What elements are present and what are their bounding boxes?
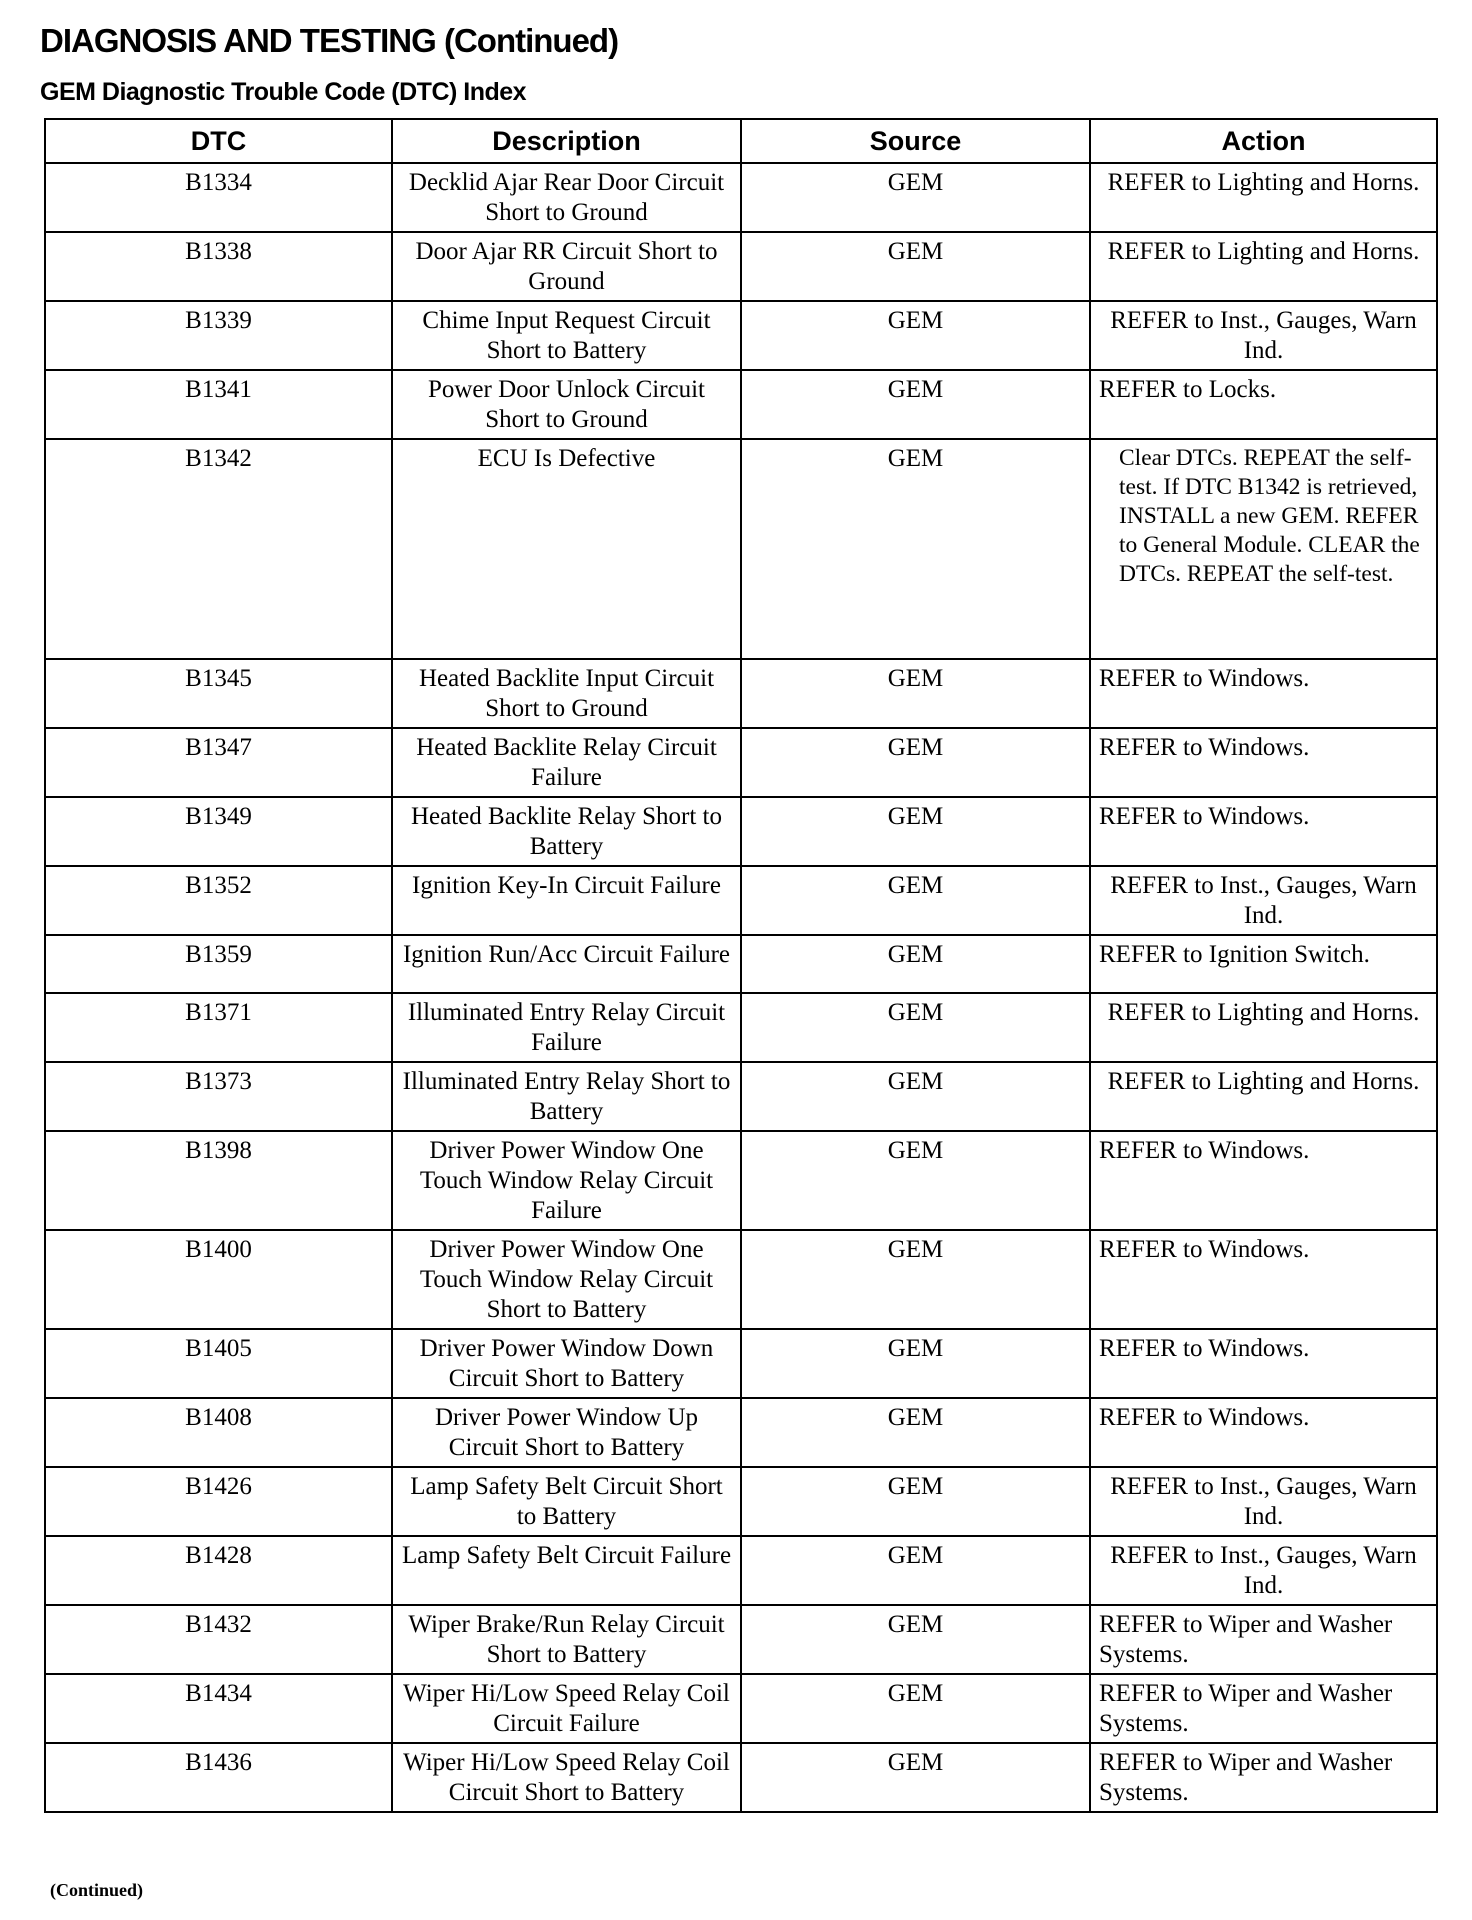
dtc-action: REFER to Windows. (1090, 1230, 1437, 1329)
dtc-action: REFER to Inst., Gauges, Warn Ind. (1090, 301, 1437, 370)
dtc-description: Driver Power Window One Touch Window Relay Circuit Short to Battery (392, 1230, 741, 1329)
dtc-source: GEM (741, 1467, 1090, 1536)
dtc-action: REFER to Lighting and Horns. (1090, 993, 1437, 1062)
table-row (45, 1230, 1437, 1329)
dtc-description: Heated Backlite Input Circuit Short to Ground (392, 659, 741, 728)
dtc-description: Lamp Safety Belt Circuit Failure (392, 1536, 741, 1605)
dtc-code: B1426 (45, 1467, 392, 1536)
table-row (45, 1062, 1437, 1131)
dtc-code: B1428 (45, 1536, 392, 1605)
dtc-source: GEM (741, 301, 1090, 370)
table-row (45, 1398, 1437, 1467)
dtc-description: Decklid Ajar Rear Door Circuit Short to Ground (392, 163, 741, 232)
table-row (45, 439, 1437, 659)
dtc-code: B1342 (45, 439, 392, 659)
dtc-description: Driver Power Window One Touch Window Relay Circuit Failure (392, 1131, 741, 1230)
dtc-code: B1400 (45, 1230, 392, 1329)
table-title: GEM Diagnostic Trouble Code (DTC) Index (40, 78, 527, 106)
dtc-source: GEM (741, 1674, 1090, 1743)
dtc-source: GEM (741, 232, 1090, 301)
dtc-description: Chime Input Request Circuit Short to Battery (392, 301, 741, 370)
dtc-action: REFER to Lighting and Horns. (1090, 1062, 1437, 1131)
table-row (45, 1605, 1437, 1674)
table-row (45, 1674, 1437, 1743)
dtc-source: GEM (741, 1536, 1090, 1605)
dtc-action: REFER to Locks. (1090, 370, 1437, 439)
dtc-code: B1345 (45, 659, 392, 728)
page-title: DIAGNOSIS AND TESTING (Continued) (40, 22, 619, 59)
dtc-description: Ignition Key-In Circuit Failure (392, 866, 741, 935)
dtc-code: B1408 (45, 1398, 392, 1467)
dtc-code: B1434 (45, 1674, 392, 1743)
table-row (45, 1536, 1437, 1605)
dtc-action: REFER to Wiper and Washer Systems. (1090, 1605, 1437, 1674)
dtc-description: Wiper Hi/Low Speed Relay Coil Circuit Failure (392, 1674, 741, 1743)
dtc-code: B1359 (45, 935, 392, 993)
column-header-source: Source (741, 119, 1090, 163)
dtc-description: Door Ajar RR Circuit Short to Ground (392, 232, 741, 301)
dtc-description: Power Door Unlock Circuit Short to Ground (392, 370, 741, 439)
dtc-action: REFER to Inst., Gauges, Warn Ind. (1090, 1536, 1437, 1605)
table-row (45, 797, 1437, 866)
dtc-code: B1398 (45, 1131, 392, 1230)
dtc-code: B1338 (45, 232, 392, 301)
table-row (45, 163, 1437, 232)
column-header-description: Description (392, 119, 741, 163)
dtc-action: REFER to Windows. (1090, 1131, 1437, 1230)
dtc-action: REFER to Inst., Gauges, Warn Ind. (1090, 1467, 1437, 1536)
table-header-row (45, 119, 1437, 163)
table-row (45, 1131, 1437, 1230)
column-header-dtc: DTC (45, 119, 392, 163)
dtc-code: B1334 (45, 163, 392, 232)
dtc-description: Heated Backlite Relay Circuit Failure (392, 728, 741, 797)
dtc-description: Heated Backlite Relay Short to Battery (392, 797, 741, 866)
dtc-code: B1352 (45, 866, 392, 935)
dtc-description: Wiper Hi/Low Speed Relay Coil Circuit Short to Battery (392, 1743, 741, 1812)
table-row (45, 935, 1437, 993)
table-row (45, 659, 1437, 728)
continued-note: (Continued) (50, 1880, 144, 1900)
dtc-source: GEM (741, 1131, 1090, 1230)
table-row (45, 1467, 1437, 1536)
table-row (45, 232, 1437, 301)
dtc-source: GEM (741, 935, 1090, 993)
dtc-action: REFER to Inst., Gauges, Warn Ind. (1090, 866, 1437, 935)
dtc-code: B1405 (45, 1329, 392, 1398)
dtc-action: REFER to Windows. (1090, 1398, 1437, 1467)
dtc-source: GEM (741, 370, 1090, 439)
dtc-description: Lamp Safety Belt Circuit Short to Battery (392, 1467, 741, 1536)
dtc-code: B1436 (45, 1743, 392, 1812)
table-row (45, 993, 1437, 1062)
dtc-source: GEM (741, 1329, 1090, 1398)
dtc-action: REFER to Wiper and Washer Systems. (1090, 1674, 1437, 1743)
dtc-description: Illuminated Entry Relay Circuit Failure (392, 993, 741, 1062)
dtc-source: GEM (741, 659, 1090, 728)
dtc-action: REFER to Wiper and Washer Systems. (1090, 1743, 1437, 1812)
table-row (45, 728, 1437, 797)
dtc-description: Ignition Run/Acc Circuit Failure (392, 935, 741, 993)
table-row (45, 370, 1437, 439)
dtc-code: B1339 (45, 301, 392, 370)
table-row (45, 301, 1437, 370)
table-row (45, 1743, 1437, 1812)
dtc-source: GEM (741, 728, 1090, 797)
dtc-code: B1371 (45, 993, 392, 1062)
dtc-action: REFER to Ignition Switch. (1090, 935, 1437, 993)
dtc-action: REFER to Windows. (1090, 797, 1437, 866)
dtc-description: ECU Is Defective (392, 439, 741, 659)
dtc-code: B1349 (45, 797, 392, 866)
dtc-source: GEM (741, 866, 1090, 935)
dtc-source: GEM (741, 163, 1090, 232)
dtc-description: Driver Power Window Down Circuit Short to Battery (392, 1329, 741, 1398)
dtc-action: Clear DTCs. REPEAT the self-test. If DTC B1342 is retrieved, INSTALL a new GEM. REFER to General Module. CLEAR the DTCs. REPEAT the self-test. (1090, 439, 1437, 659)
dtc-source: GEM (741, 1605, 1090, 1674)
dtc-code: B1347 (45, 728, 392, 797)
dtc-action: REFER to Windows. (1090, 728, 1437, 797)
dtc-code: B1373 (45, 1062, 392, 1131)
column-header-action: Action (1090, 119, 1437, 163)
dtc-source: GEM (741, 797, 1090, 866)
dtc-source: GEM (741, 1062, 1090, 1131)
dtc-action: REFER to Windows. (1090, 1329, 1437, 1398)
dtc-action: REFER to Windows. (1090, 659, 1437, 728)
dtc-index-table (44, 118, 1438, 1813)
dtc-action: REFER to Lighting and Horns. (1090, 163, 1437, 232)
dtc-source: GEM (741, 439, 1090, 659)
dtc-code: B1341 (45, 370, 392, 439)
dtc-action: REFER to Lighting and Horns. (1090, 232, 1437, 301)
dtc-source: GEM (741, 1398, 1090, 1467)
dtc-description: Driver Power Window Up Circuit Short to Battery (392, 1398, 741, 1467)
dtc-code: B1432 (45, 1605, 392, 1674)
dtc-source: GEM (741, 1743, 1090, 1812)
dtc-description: Wiper Brake/Run Relay Circuit Short to Battery (392, 1605, 741, 1674)
table-row (45, 1329, 1437, 1398)
dtc-source: GEM (741, 993, 1090, 1062)
dtc-source: GEM (741, 1230, 1090, 1329)
table-row (45, 866, 1437, 935)
dtc-description: Illuminated Entry Relay Short to Battery (392, 1062, 741, 1131)
